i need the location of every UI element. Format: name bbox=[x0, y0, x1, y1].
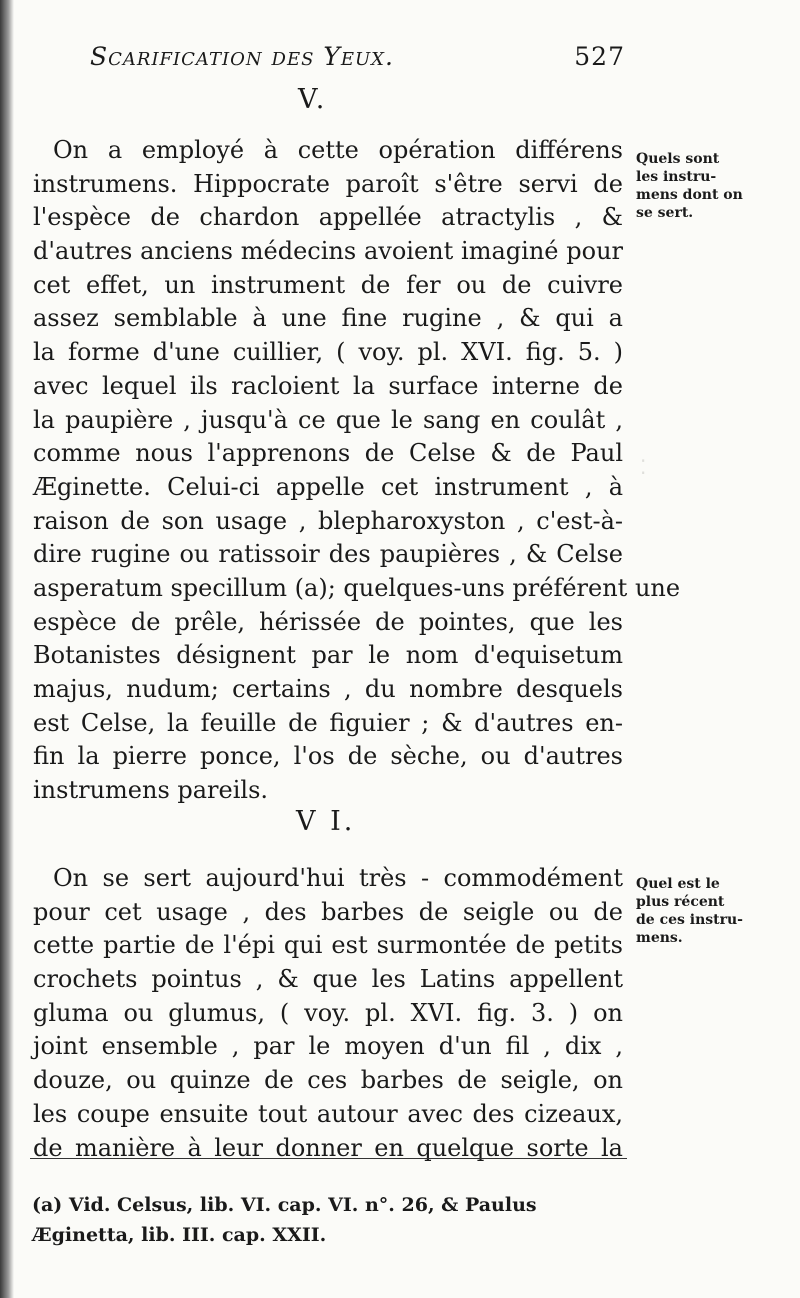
margin-note-line: plus récent bbox=[636, 894, 725, 910]
margin-note-line: mens dont on bbox=[636, 187, 743, 203]
text-line: instrumens pareils. bbox=[33, 776, 269, 805]
text-line: On a employé à cette opération différens bbox=[53, 136, 623, 164]
footnote-line: Æginetta, lib. III. cap. XXII. bbox=[32, 1224, 327, 1246]
margin-note-line: de ces instru- bbox=[636, 912, 743, 928]
footnote-line: (a) Vid. Celsus, lib. VI. cap. VI. n°. 26, & Paulus bbox=[32, 1194, 537, 1216]
running-header bbox=[90, 38, 625, 82]
text-line: gluma ou glumus, ( voy. pl. XVI. fig. 3. ) on bbox=[33, 998, 623, 1027]
text-line: espèce de prêle, hérissée de pointes, que les bbox=[33, 607, 623, 636]
margin-note-line: les instru- bbox=[636, 169, 717, 185]
margin-note-section-v bbox=[636, 150, 786, 222]
page-spine-shadow bbox=[0, 0, 14, 1298]
text-line: l'espèce de chardon appellée atractylis , & bbox=[33, 203, 623, 232]
page-number: 527 bbox=[574, 42, 625, 71]
text-line: d'autres anciens médecins avoient imaginé pour bbox=[33, 237, 623, 266]
text-line: de manière à leur donner en quelque sorte la bbox=[33, 1133, 623, 1162]
section-heading-vi: V I. bbox=[296, 806, 356, 837]
running-title: Scarification des Yeux. bbox=[90, 42, 394, 71]
footnote bbox=[32, 1190, 627, 1250]
text-line: dire rugine ou ratissoir des paupières , & Celse bbox=[33, 540, 623, 569]
text-line: la paupière , jusqu'à ce que le sang en coulât , bbox=[33, 405, 623, 434]
text-line: crochets pointus , & que les Latins appellent bbox=[33, 965, 623, 994]
text-line: cette partie de l'épi qui est surmontée de petits bbox=[33, 931, 623, 960]
margin-note-line: mens. bbox=[636, 930, 683, 946]
footnote-separator-rule bbox=[30, 1158, 627, 1159]
margin-note-section-vi bbox=[636, 875, 786, 947]
text-line: fin la pierre ponce, l'os de sèche, ou d'autres bbox=[33, 742, 623, 771]
bleed-through-mark: ⁚ bbox=[640, 455, 647, 479]
section-heading-v: V. bbox=[298, 84, 328, 115]
text-line: asperatum specillum (a); quelques-uns préférent une bbox=[33, 573, 681, 602]
text-line: assez semblable à une fine rugine , & qui a bbox=[33, 304, 623, 333]
text-line: majus, nudum; certains , du nombre desquels bbox=[33, 675, 623, 703]
text-line: cet effet, un instrument de fer ou de cuivre bbox=[33, 270, 623, 299]
text-line: On se sert aujourd'hui très - commodément bbox=[53, 864, 623, 892]
margin-note-line: Quel est le bbox=[636, 876, 720, 892]
text-line: instrumens. Hippocrate paroît s'être servi de bbox=[33, 169, 623, 198]
text-line: raison de son usage , blepharoxyston , c'est-à- bbox=[33, 506, 623, 535]
margin-note-line: se sert. bbox=[636, 205, 694, 221]
text-line: comme nous l'apprenons de Celse & de Paul bbox=[33, 439, 623, 468]
text-line: la forme d'une cuillier, ( voy. pl. XVI. fig. 5. ) bbox=[33, 338, 623, 367]
text-line: joint ensemble , par le moyen d'un fil , dix , bbox=[33, 1032, 623, 1061]
section-vi-paragraph bbox=[33, 862, 623, 1165]
text-line: avec lequel ils racloient la surface interne de bbox=[33, 371, 623, 400]
text-line: douze, ou quinze de ces barbes de seigle, on bbox=[33, 1066, 623, 1095]
text-line: est Celse, la feuille de figuier ; & d'autres en- bbox=[33, 708, 623, 737]
text-line: pour cet usage , des barbes de seigle ou de bbox=[33, 897, 623, 926]
text-line: Æginette. Celui-ci appelle cet instrument , à bbox=[33, 472, 623, 501]
text-line: les coupe ensuite tout autour avec des cizeaux, bbox=[33, 1099, 623, 1128]
margin-note-line: Quels sont bbox=[636, 151, 720, 167]
text-line: Botanistes désignent par le nom d'equisetum bbox=[33, 641, 623, 670]
